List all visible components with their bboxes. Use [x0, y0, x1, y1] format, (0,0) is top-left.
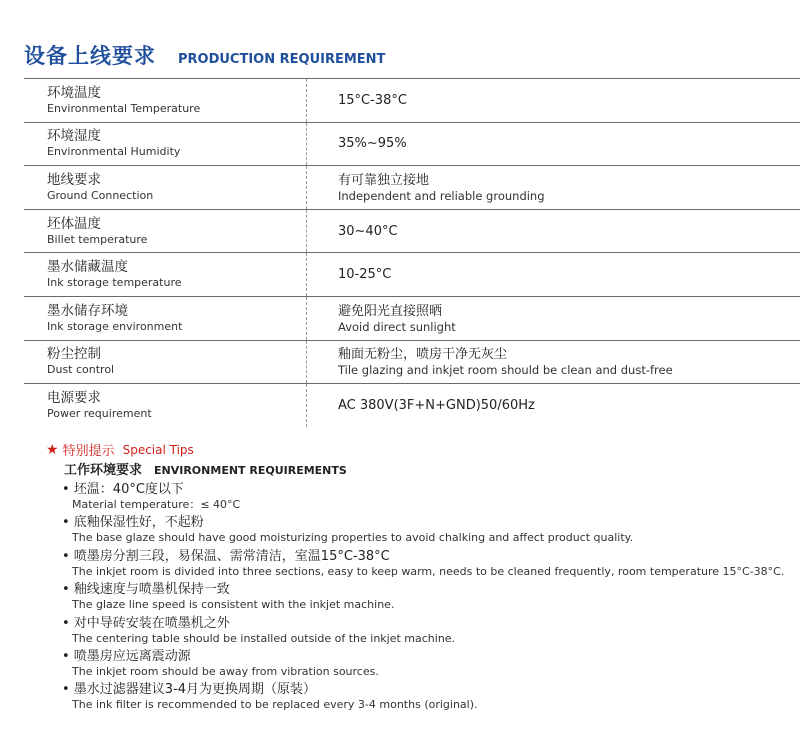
special-tips-title-zh: 特别提示: [62, 444, 115, 459]
table-row: [24, 297, 800, 341]
value-zh: 有可靠独立接地: [338, 172, 430, 188]
list-item: [62, 615, 800, 648]
tip-zh: • 喷墨房应远离震动源: [62, 648, 191, 664]
label-cell: [24, 297, 307, 340]
label-en: Environmental Humidity: [47, 145, 181, 159]
label-cell: [24, 384, 307, 427]
value-zh: 避免阳光直接照晒: [338, 303, 443, 319]
value-zh: 35%~95%: [338, 136, 407, 152]
label-en: Power requirement: [47, 406, 152, 420]
label-en: Ink storage environment: [47, 319, 183, 333]
list-item: [62, 548, 800, 581]
value-cell: [307, 297, 800, 340]
table-row: [24, 384, 800, 427]
tip-en: The inkjet room is divided into three sections, easy to keep warm, needs to be cleaned frequently, room temperature 15°C-38°C.: [72, 564, 785, 578]
tip-en: Material temperature：≤ 40°C: [72, 498, 241, 511]
value-en: Independent and reliable grounding: [338, 188, 545, 203]
label-cell: [24, 210, 307, 253]
label-cell: [24, 341, 307, 384]
tip-zh: • 喷墨房分割三段，易保温、需常清洁，室温15°C-38°C: [62, 548, 390, 564]
value-en: Tile glazing and inkjet room should be clean and dust-free: [338, 363, 673, 378]
tip-zh: • 墨水过滤器建议3-4月为更换周期（原装）: [62, 682, 317, 698]
value-zh: 10-25°C: [338, 267, 392, 283]
tip-zh: • 釉线速度与喷墨机保持一致: [62, 582, 230, 598]
value-cell: [307, 123, 800, 166]
environment-heading: [64, 459, 347, 478]
label-zh: 地线要求: [47, 171, 101, 188]
tip-en: The ink filter is recommended to be replaced every 3-4 months (original).: [72, 698, 478, 712]
label-en: Billet temperature: [47, 232, 148, 246]
label-cell: [24, 166, 307, 209]
special-tips-heading: [46, 440, 194, 459]
label-cell: [24, 253, 307, 296]
value-cell: [307, 166, 800, 209]
value-cell: [307, 341, 800, 384]
label-zh: 坯体温度: [47, 215, 101, 232]
label-en: Dust control: [47, 363, 115, 377]
tip-en: The base glaze should have good moisturizing properties to avoid chalking and affect product quality.: [72, 531, 634, 545]
page-title-en: PRODUCTION REQUIREMENT: [178, 52, 386, 67]
list-item: [62, 581, 800, 614]
label-en: Ink storage temperature: [47, 276, 182, 290]
list-item: [62, 481, 800, 514]
environment-title-zh: 工作环境要求: [64, 463, 143, 478]
label-en: Ground Connection: [47, 188, 154, 202]
label-cell: [24, 79, 307, 122]
value-zh: 30~40°C: [338, 223, 398, 239]
special-tips-title-en: Special Tips: [122, 442, 194, 457]
table-row: [24, 341, 800, 385]
label-en: Environmental Temperature: [47, 101, 201, 115]
tip-zh: • 底釉保湿性好，不起粉: [62, 515, 204, 531]
value-zh: AC 380V(3F+N+GND)50/60Hz: [338, 397, 535, 413]
tip-en: The glaze line speed is consistent with the inkjet machine.: [72, 598, 395, 612]
value-cell: [307, 79, 800, 122]
page-header: [24, 40, 385, 72]
value-zh: 釉面无粉尘，喷房干净无灰尘: [338, 347, 508, 363]
tip-en: The centering table should be installed outside of the inkjet machine.: [72, 631, 456, 645]
table-row: [24, 123, 800, 167]
label-zh: 环境温度: [47, 84, 101, 101]
list-item: [62, 648, 800, 681]
star-icon: ★: [46, 441, 59, 458]
label-zh: 墨水储存环境: [47, 302, 128, 319]
value-cell: [307, 210, 800, 253]
tips-list: [62, 481, 800, 715]
table-row: [24, 253, 800, 297]
label-zh: 环境湿度: [47, 128, 101, 145]
environment-title-en: ENVIRONMENT REQUIREMENTS: [154, 464, 347, 477]
page-title-zh: 设备上线要求: [24, 44, 156, 68]
list-item: [62, 514, 800, 547]
label-zh: 粉尘控制: [47, 346, 101, 363]
value-en: Avoid direct sunlight: [338, 319, 456, 334]
tip-en: The inkjet room should be away from vibration sources.: [72, 664, 379, 678]
tip-zh: • 坯温：40°C度以下: [62, 482, 184, 497]
tip-zh: • 对中导砖安装在喷墨机之外: [62, 615, 230, 631]
label-zh: 电源要求: [47, 389, 101, 406]
label-zh: 墨水储藏温度: [47, 259, 128, 276]
value-cell: [307, 384, 800, 427]
label-cell: [24, 123, 307, 166]
table-row: [24, 166, 800, 210]
value-zh: 15°C-38°C: [338, 92, 407, 108]
list-item: [62, 681, 800, 714]
table-row: [24, 79, 800, 123]
requirements-table: [24, 78, 800, 427]
table-row: [24, 210, 800, 254]
value-cell: [307, 253, 800, 296]
